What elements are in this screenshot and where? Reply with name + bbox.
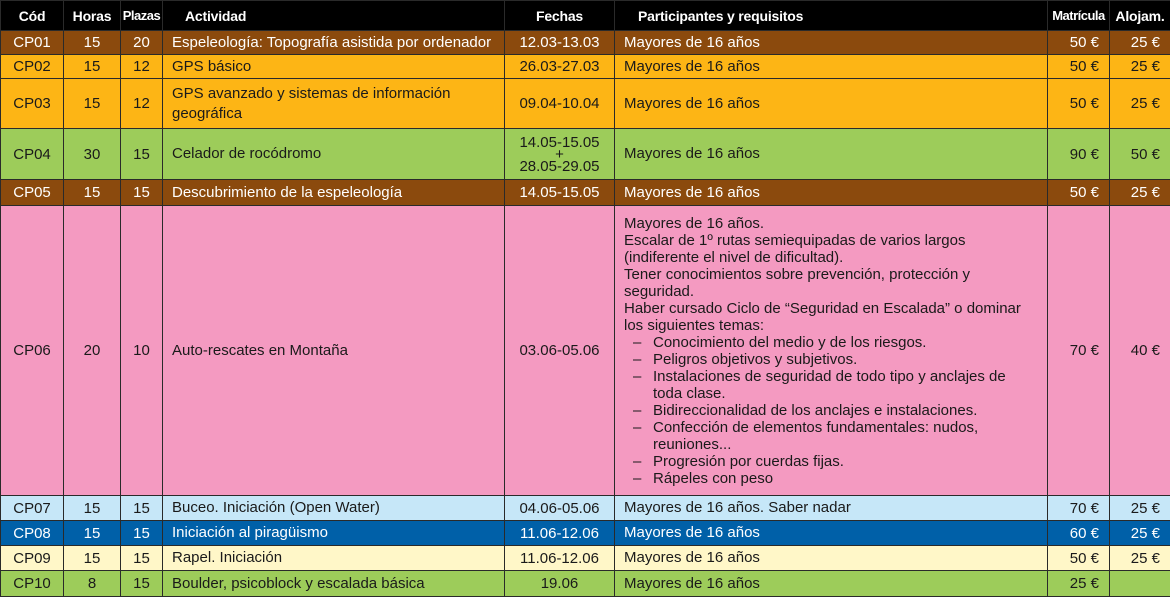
table-row	[1, 206, 1170, 496]
cell-cod: CP07	[1, 496, 64, 521]
header-actividad: Actividad	[163, 1, 505, 31]
cell-plazas: 15	[121, 571, 163, 597]
cell-requisitos: Mayores de 16 años	[615, 31, 1048, 55]
cell-cod: CP05	[1, 180, 64, 206]
cell-matricula: 70 €	[1048, 206, 1110, 496]
cell-horas: 8	[64, 571, 121, 597]
cell-alojam: 25 €	[1110, 31, 1170, 55]
cell-plazas: 15	[121, 129, 163, 180]
table-row	[1, 496, 1170, 521]
cell-requisitos: Mayores de 16 años	[615, 180, 1048, 206]
cell-plazas: 10	[121, 206, 163, 496]
requirement-text: Tener conocimientos sobre prevención, protección y seguridad.	[624, 265, 971, 300]
header-participantes: Participantes y requisitos	[615, 1, 1048, 31]
cell-cod: CP09	[1, 546, 64, 571]
cell-actividad: Espeleología: Topografía asistida por ordenador	[163, 31, 505, 55]
table-row	[1, 180, 1170, 206]
cell-fechas: 14.05-15.05	[505, 180, 615, 206]
cell-alojam: 40 €	[1110, 206, 1170, 496]
header-plazas: Plazas	[121, 1, 163, 31]
list-item: – Conocimiento del medio y de los riesgos.	[653, 334, 1035, 351]
cell-actividad: Buceo. Iniciación (Open Water)	[163, 496, 505, 521]
cell-fechas: 26.03-27.03	[505, 55, 615, 79]
table-row	[1, 521, 1170, 546]
dates-second: 28.05-29.05	[519, 157, 600, 175]
cell-requisitos: Mayores de 16 años	[615, 129, 1048, 180]
header-fechas: Fechas	[505, 1, 615, 31]
cell-plazas: 15	[121, 180, 163, 206]
header-row	[1, 1, 1170, 31]
cell-cod: CP08	[1, 521, 64, 546]
cell-matricula: 50 €	[1048, 31, 1110, 55]
cell-cod: CP02	[1, 55, 64, 79]
cell-matricula: 60 €	[1048, 521, 1110, 546]
list-item: – Confección de elementos fundamentales: nudos, reuniones...	[653, 419, 1035, 453]
cell-actividad: Auto-rescates en Montaña	[163, 206, 505, 496]
table-row	[1, 55, 1170, 79]
cell-matricula: 70 €	[1048, 496, 1110, 521]
cell-horas: 15	[64, 496, 121, 521]
cell-alojam: 50 €	[1110, 129, 1170, 180]
cell-alojam: 25 €	[1110, 55, 1170, 79]
header-matricula: Matrícula	[1048, 1, 1110, 31]
cell-actividad: Iniciación al piragüismo	[163, 521, 505, 546]
requirement-text: Haber cursado Ciclo de “Seguridad en Escalada” o dominar los siguientes temas:	[624, 299, 1021, 334]
cell-horas: 15	[64, 79, 121, 129]
cell-matricula: 50 €	[1048, 79, 1110, 129]
cell-fechas: 11.06-12.06	[505, 546, 615, 571]
table-row	[1, 546, 1170, 571]
list-item: – Progresión por cuerdas fijas.	[653, 453, 1035, 470]
cell-alojam	[1110, 571, 1170, 597]
cell-actividad: GPS básico	[163, 55, 505, 79]
cell-actividad: Celador de rocódromo	[163, 129, 505, 180]
cell-plazas: 15	[121, 546, 163, 571]
list-item: – Rápeles con peso	[653, 470, 1035, 487]
cell-fechas: 04.06-05.06	[505, 496, 615, 521]
cell-alojam: 25 €	[1110, 180, 1170, 206]
list-item: – Peligros objetivos y subjetivos.	[653, 351, 1035, 368]
requirement-text: Escalar de 1º rutas semiequipadas de varios largos (indiferente el nivel de dificultad).	[624, 231, 966, 266]
cell-fechas: 03.06-05.06	[505, 206, 615, 496]
cell-requisitos: Mayores de 16 años	[615, 79, 1048, 129]
cell-plazas: 20	[121, 31, 163, 55]
cell-alojam: 25 €	[1110, 546, 1170, 571]
cell-actividad: Descubrimiento de la espeleología	[163, 180, 505, 206]
cell-cod: CP10	[1, 571, 64, 597]
header-cod: Cód	[1, 1, 64, 31]
cell-fechas: 12.03-13.03	[505, 31, 615, 55]
cell-horas: 15	[64, 31, 121, 55]
header-alojam: Alojam.	[1110, 1, 1170, 31]
cell-requisitos: Mayores de 16 años	[615, 571, 1048, 597]
table-row	[1, 31, 1170, 55]
cell-horas: 15	[64, 546, 121, 571]
cell-plazas: 15	[121, 521, 163, 546]
table-row	[1, 571, 1170, 597]
cell-alojam: 25 €	[1110, 521, 1170, 546]
cell-cod: CP03	[1, 79, 64, 129]
cell-horas: 15	[64, 521, 121, 546]
cell-matricula: 90 €	[1048, 129, 1110, 180]
header-horas: Horas	[64, 1, 121, 31]
cell-matricula: 50 €	[1048, 546, 1110, 571]
table-row	[1, 79, 1170, 129]
cell-requisitos: Mayores de 16 años	[615, 55, 1048, 79]
cell-matricula: 50 €	[1048, 55, 1110, 79]
cell-alojam: 25 €	[1110, 79, 1170, 129]
cell-requisitos: Mayores de 16 años. Saber nadar	[615, 496, 1048, 521]
cell-alojam: 25 €	[1110, 496, 1170, 521]
dates-plus: +	[555, 145, 564, 163]
cell-cod: CP06	[1, 206, 64, 496]
cell-plazas: 12	[121, 55, 163, 79]
cell-horas: 15	[64, 180, 121, 206]
list-item: – Instalaciones de seguridad de todo tipo y anclajes de toda clase.	[653, 368, 1035, 402]
cell-actividad: Rapel. Iniciación	[163, 546, 505, 571]
cell-cod: CP01	[1, 31, 64, 55]
cell-actividad: Boulder, psicoblock y escalada básica	[163, 571, 505, 597]
cell-plazas: 15	[121, 496, 163, 521]
cell-fechas: 11.06-12.06	[505, 521, 615, 546]
cell-plazas: 12	[121, 79, 163, 129]
cell-fechas	[505, 129, 615, 180]
cell-fechas: 19.06	[505, 571, 615, 597]
cell-requisitos	[615, 206, 1048, 496]
dates-first: 14.05-15.05	[519, 133, 600, 151]
cell-cod: CP04	[1, 129, 64, 180]
cell-horas: 30	[64, 129, 121, 180]
cell-requisitos: Mayores de 16 años	[615, 546, 1048, 571]
cell-requisitos: Mayores de 16 años	[615, 521, 1048, 546]
requirement-list	[624, 334, 1035, 487]
cell-actividad: GPS avanzado y sistemas de información geográfica	[163, 79, 505, 129]
cell-horas: 15	[64, 55, 121, 79]
cell-matricula: 25 €	[1048, 571, 1110, 597]
list-item: – Bidireccionalidad de los anclajes e instalaciones.	[653, 402, 1035, 419]
cell-matricula: 50 €	[1048, 180, 1110, 206]
table-row	[1, 129, 1170, 180]
requirement-text: Mayores de 16 años.	[624, 214, 765, 232]
cell-fechas: 09.04-10.04	[505, 79, 615, 129]
cell-horas: 20	[64, 206, 121, 496]
